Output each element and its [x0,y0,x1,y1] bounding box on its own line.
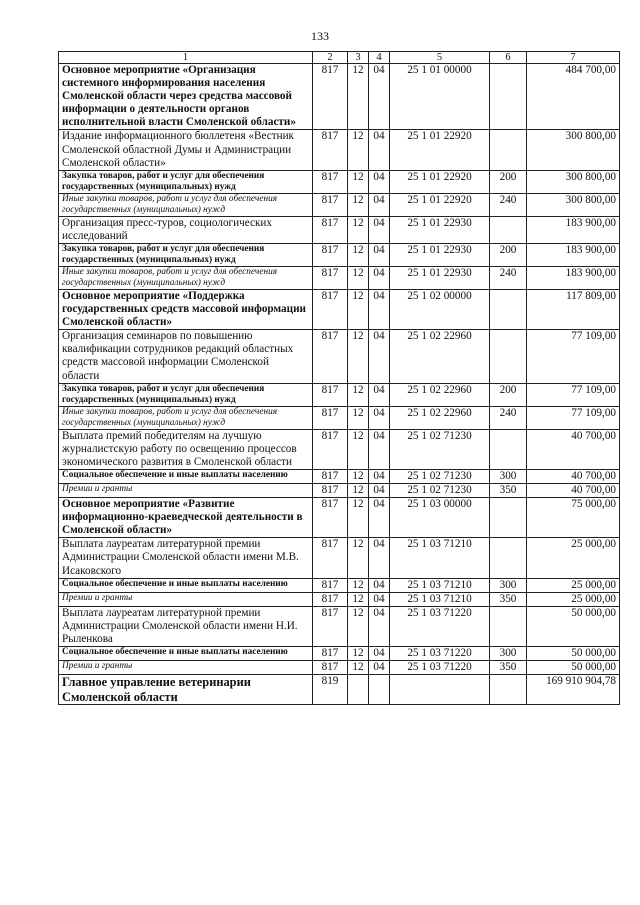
section-code-cell: 12 [348,170,369,193]
table-row [59,429,620,469]
expense-type-cell: 240 [490,193,527,216]
amount-cell: 183 900,00 [527,266,620,289]
section-code-cell: 12 [348,383,369,406]
table-row [59,130,620,170]
section-code-cell: 12 [348,483,369,497]
row-name-cell: Организация пресс-туров, социологических исследований [59,216,313,243]
section-code-cell: 12 [348,193,369,216]
target-article-cell: 25 1 01 22920 [390,130,490,170]
target-article-cell [390,675,490,705]
amount-cell: 50 000,00 [527,647,620,661]
row-name-cell: Издание информационного бюллетеня «Вестник Смоленской областной Думы и Администрации Смоленской области» [59,130,313,170]
target-article-cell: 25 1 02 22960 [390,330,490,383]
subsection-code-cell [369,675,390,705]
section-code-cell: 12 [348,606,369,646]
expense-type-cell: 350 [490,483,527,497]
section-code-cell: 12 [348,216,369,243]
ministry-code-cell: 817 [313,429,348,469]
expense-type-cell [490,289,527,329]
ministry-code-cell: 817 [313,538,348,578]
target-article-cell: 25 1 02 71230 [390,429,490,469]
row-name-cell: Закупка товаров, работ и услуг для обеспечения государственных (муниципальных) нужд [59,243,313,266]
expense-type-cell [490,498,527,538]
amount-cell: 40 700,00 [527,469,620,483]
subsection-code-cell: 04 [369,429,390,469]
row-name-cell: Иные закупки товаров, работ и услуг для обеспечения государственных (муниципальных) нужд [59,193,313,216]
expense-type-cell: 200 [490,170,527,193]
column-header: 6 [490,52,527,64]
target-article-cell: 25 1 03 71210 [390,592,490,606]
expense-type-cell [490,330,527,383]
budget-table-body [59,52,620,705]
ministry-code-cell: 817 [313,216,348,243]
amount-cell: 25 000,00 [527,592,620,606]
row-name-cell: Премии и гранты [59,661,313,675]
amount-cell: 50 000,00 [527,606,620,646]
ministry-code-cell: 817 [313,64,348,130]
table-row [59,170,620,193]
amount-cell: 183 900,00 [527,216,620,243]
table-row [59,469,620,483]
table-row [59,406,620,429]
target-article-cell: 25 1 03 71220 [390,661,490,675]
row-name-cell: Основное мероприятие «Поддержка государственных средств массовой информации Смоленской области» [59,289,313,329]
table-row [59,538,620,578]
target-article-cell: 25 1 01 22920 [390,170,490,193]
row-name-cell: Социальное обеспечение и иные выплаты населению [59,578,313,592]
amount-cell: 25 000,00 [527,578,620,592]
budget-table [58,51,620,705]
ministry-code-cell: 817 [313,498,348,538]
target-article-cell: 25 1 02 71230 [390,483,490,497]
table-row [59,661,620,675]
expense-type-cell: 300 [490,578,527,592]
amount-cell: 117 809,00 [527,289,620,329]
subsection-code-cell: 04 [369,647,390,661]
table-row [59,216,620,243]
expense-type-cell: 240 [490,406,527,429]
subsection-code-cell: 04 [369,330,390,383]
expense-type-cell [490,216,527,243]
target-article-cell: 25 1 03 71210 [390,538,490,578]
target-article-cell: 25 1 03 71210 [390,578,490,592]
column-header: 4 [369,52,390,64]
table-row [59,647,620,661]
section-code-cell: 12 [348,592,369,606]
target-article-cell: 25 1 01 22930 [390,266,490,289]
amount-cell: 50 000,00 [527,661,620,675]
table-row [59,64,620,130]
row-name-cell: Социальное обеспечение и иные выплаты населению [59,647,313,661]
expense-type-cell: 300 [490,469,527,483]
subsection-code-cell: 04 [369,661,390,675]
ministry-code-cell: 817 [313,661,348,675]
ministry-code-cell: 817 [313,383,348,406]
table-row [59,289,620,329]
table-row [59,578,620,592]
row-name-cell: Выплата лауреатам литературной премии Администрации Смоленской области имени М.В. Исаковского [59,538,313,578]
table-row [59,675,620,705]
amount-cell: 300 800,00 [527,130,620,170]
subsection-code-cell: 04 [369,243,390,266]
section-code-cell: 12 [348,266,369,289]
subsection-code-cell: 04 [369,216,390,243]
section-code-cell: 12 [348,661,369,675]
expense-type-cell: 350 [490,661,527,675]
target-article-cell: 25 1 01 22930 [390,216,490,243]
subsection-code-cell: 04 [369,606,390,646]
row-name-cell: Социальное обеспечение и иные выплаты населению [59,469,313,483]
amount-cell: 25 000,00 [527,538,620,578]
row-name-cell: Основное мероприятие «Организация системного информирования населения Смоленской области через средства массовой информации о деятельности органов исполнительной власти Смоленской области» [59,64,313,130]
ministry-code-cell: 817 [313,592,348,606]
ministry-code-cell: 817 [313,243,348,266]
subsection-code-cell: 04 [369,266,390,289]
expense-type-cell: 200 [490,383,527,406]
column-header: 3 [348,52,369,64]
amount-cell: 484 700,00 [527,64,620,130]
subsection-code-cell: 04 [369,289,390,329]
target-article-cell: 25 1 02 00000 [390,289,490,329]
subsection-code-cell: 04 [369,498,390,538]
subsection-code-cell: 04 [369,130,390,170]
table-row [59,193,620,216]
table-row [59,606,620,646]
row-name-cell: Организация семинаров по повышению квалификации сотрудников редакций областных средств массовой информации Смоленской области [59,330,313,383]
section-code-cell: 12 [348,498,369,538]
section-code-cell: 12 [348,130,369,170]
section-code-cell: 12 [348,330,369,383]
amount-cell: 77 109,00 [527,330,620,383]
section-code-cell: 12 [348,647,369,661]
target-article-cell: 25 1 01 22920 [390,193,490,216]
target-article-cell: 25 1 02 22960 [390,406,490,429]
ministry-code-cell: 817 [313,130,348,170]
amount-cell: 40 700,00 [527,483,620,497]
expense-type-cell [490,64,527,130]
subsection-code-cell: 04 [369,592,390,606]
page-number: 133 [311,29,329,43]
table-header-row [59,52,620,64]
expense-type-cell: 300 [490,647,527,661]
target-article-cell: 25 1 03 71220 [390,647,490,661]
ministry-code-cell: 817 [313,606,348,646]
table-row [59,266,620,289]
target-article-cell: 25 1 01 22930 [390,243,490,266]
section-code-cell: 12 [348,538,369,578]
table-row [59,592,620,606]
amount-cell: 183 900,00 [527,243,620,266]
expense-type-cell [490,606,527,646]
table-row [59,243,620,266]
expense-type-cell: 240 [490,266,527,289]
target-article-cell: 25 1 02 71230 [390,469,490,483]
amount-cell: 75 000,00 [527,498,620,538]
subsection-code-cell: 04 [369,64,390,130]
expense-type-cell [490,675,527,705]
amount-cell: 300 800,00 [527,193,620,216]
ministry-code-cell: 817 [313,469,348,483]
target-article-cell: 25 1 02 22960 [390,383,490,406]
ministry-code-cell: 817 [313,578,348,592]
expense-type-cell [490,429,527,469]
row-name-cell: Основное мероприятие «Развитие информационно-краеведческой деятельности в Смоленской области» [59,498,313,538]
target-article-cell: 25 1 03 71220 [390,606,490,646]
section-code-cell [348,675,369,705]
ministry-code-cell: 817 [313,170,348,193]
section-code-cell: 12 [348,469,369,483]
column-header: 2 [313,52,348,64]
ministry-code-cell: 817 [313,330,348,383]
column-header: 7 [527,52,620,64]
table-row [59,498,620,538]
amount-cell: 40 700,00 [527,429,620,469]
subsection-code-cell: 04 [369,538,390,578]
table-row [59,483,620,497]
ministry-code-cell: 817 [313,266,348,289]
section-code-cell: 12 [348,429,369,469]
table-row [59,330,620,383]
row-name-cell: Закупка товаров, работ и услуг для обеспечения государственных (муниципальных) нужд [59,383,313,406]
subsection-code-cell: 04 [369,578,390,592]
expense-type-cell: 350 [490,592,527,606]
subsection-code-cell: 04 [369,383,390,406]
section-code-cell: 12 [348,289,369,329]
ministry-code-cell: 817 [313,289,348,329]
row-name-cell: Закупка товаров, работ и услуг для обеспечения государственных (муниципальных) нужд [59,170,313,193]
section-code-cell: 12 [348,578,369,592]
amount-cell: 169 910 904,78 [527,675,620,705]
row-name-cell: Премии и гранты [59,592,313,606]
table-row [59,383,620,406]
amount-cell: 77 109,00 [527,383,620,406]
row-name-cell: Иные закупки товаров, работ и услуг для обеспечения государственных (муниципальных) нужд [59,266,313,289]
subsection-code-cell: 04 [369,406,390,429]
column-header: 5 [390,52,490,64]
subsection-code-cell: 04 [369,170,390,193]
expense-type-cell: 200 [490,243,527,266]
section-code-cell: 12 [348,64,369,130]
expense-type-cell [490,130,527,170]
row-name-cell: Главное управление ветеринарии Смоленской области [59,675,313,705]
target-article-cell: 25 1 03 00000 [390,498,490,538]
row-name-cell: Иные закупки товаров, работ и услуг для обеспечения государственных (муниципальных) нужд [59,406,313,429]
ministry-code-cell: 817 [313,193,348,216]
ministry-code-cell: 817 [313,647,348,661]
section-code-cell: 12 [348,243,369,266]
expense-type-cell [490,538,527,578]
row-name-cell: Выплата лауреатам литературной премии Администрации Смоленской области имени Н.И. Рыленкова [59,606,313,646]
subsection-code-cell: 04 [369,469,390,483]
row-name-cell: Премии и гранты [59,483,313,497]
section-code-cell: 12 [348,406,369,429]
ministry-code-cell: 819 [313,675,348,705]
ministry-code-cell: 817 [313,406,348,429]
amount-cell: 300 800,00 [527,170,620,193]
ministry-code-cell: 817 [313,483,348,497]
subsection-code-cell: 04 [369,193,390,216]
target-article-cell: 25 1 01 00000 [390,64,490,130]
subsection-code-cell: 04 [369,483,390,497]
amount-cell: 77 109,00 [527,406,620,429]
column-header: 1 [59,52,313,64]
row-name-cell: Выплата премий победителям на лучшую журналистскую работу по освещению процессов экономического развития в Смоленской области [59,429,313,469]
